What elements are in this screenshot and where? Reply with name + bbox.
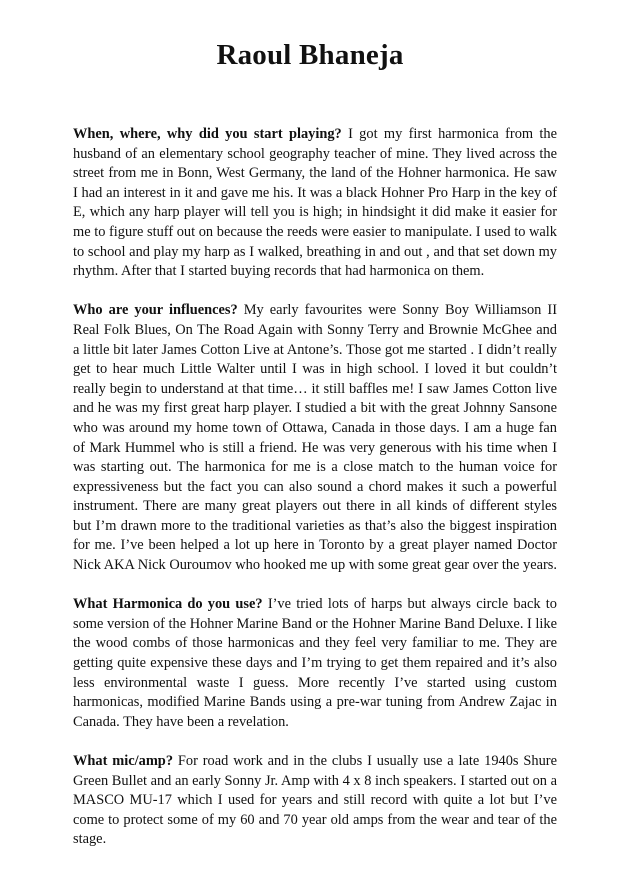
qa-section-start-playing	[73, 125, 557, 282]
question: Who are your influences?	[73, 302, 238, 319]
answer: For road work and in the clubs I usually use a late 1940s Shure Green Bullet and an early Sonny Jr. Amp with 4 x 8 inch speakers. I started out on a MASCO MU-17 which I used for years and still record with quite a lot but I’ve come to protect some of my 60 and 70 year old amps from the wear and tear of the stage.	[73, 753, 557, 848]
interview-body	[73, 125, 557, 870]
page-title: Raoul Bhaneja	[216, 39, 404, 71]
qa-section-influences	[73, 301, 557, 575]
qa-section-mic-amp	[73, 752, 557, 850]
question: When, where, why did you start playing?	[73, 126, 342, 142]
answer: I’ve tried lots of harps but always circle back to some version of the Hohner Marine Band or the Hohner Marine Band Deluxe. I like the wood combs of those harmonicas and they feel very familiar to me. They are getting quite expensive these days and I’m trying to get them repaired and it’s also less environmental waste I guess. More recently I’ve started using custom harmonicas, modified Marine Bands using a pre-war tuning from Andrew Zajac in Canada. They have been a revelation.	[73, 596, 557, 730]
question: What Harmonica do you use?	[73, 596, 263, 613]
answer: I got my first harmonica from the husband of an elementary school geography teacher of mine. They lived across the street from me in Bonn, West Germany, the land of the Hohner harmonica. He saw I had an interest in it and gave me his. It was a black Hohner Pro Harp in the key of E, which any harp player will tell you is high; in hindsight it did make it easier for me to figure stuff out on because the reeds were easier to manipulate. I used to walk to school and play my harp as I walked, breathing in and out , and that set down my rhythm. After that I started buying records that had harmonica on them.	[73, 126, 558, 280]
qa-section-harmonica	[73, 595, 557, 732]
answer: My early favourites were Sonny Boy Williamson II Real Folk Blues, On The Road Again with Sonny Terry and Brownie McGhee and a little bit later James Cotton Live at Antone’s. Those got me started . I didn’t really get to hear much Little Walter until I was in high school. I loved it but couldn’t really begin to understand at that time… it still baffles me! I saw James Cotton live and he was my first great harp player. I studied a bit with the great Johnny Sansone who was around my home town of Ottawa, Canada in those days. I am a huge fan of Mark Hummel who is still a friend. He was very generous with his time when I was starting out. The harmonica for me is a close match to the human voice for expressiveness but the fact you can also sound a chord makes it such a powerful instrument. There are many great players out there in all kinds of different styles but I’m drawn more to the traditional varieties as that’s also the biggest inspiration for me. I’ve been helped a lot up here in Toronto by a great player named Doctor Nick AKA Nick Ouroumov who hooked me up with some great gear over the years.	[73, 302, 557, 574]
question: What mic/amp?	[73, 753, 174, 769]
